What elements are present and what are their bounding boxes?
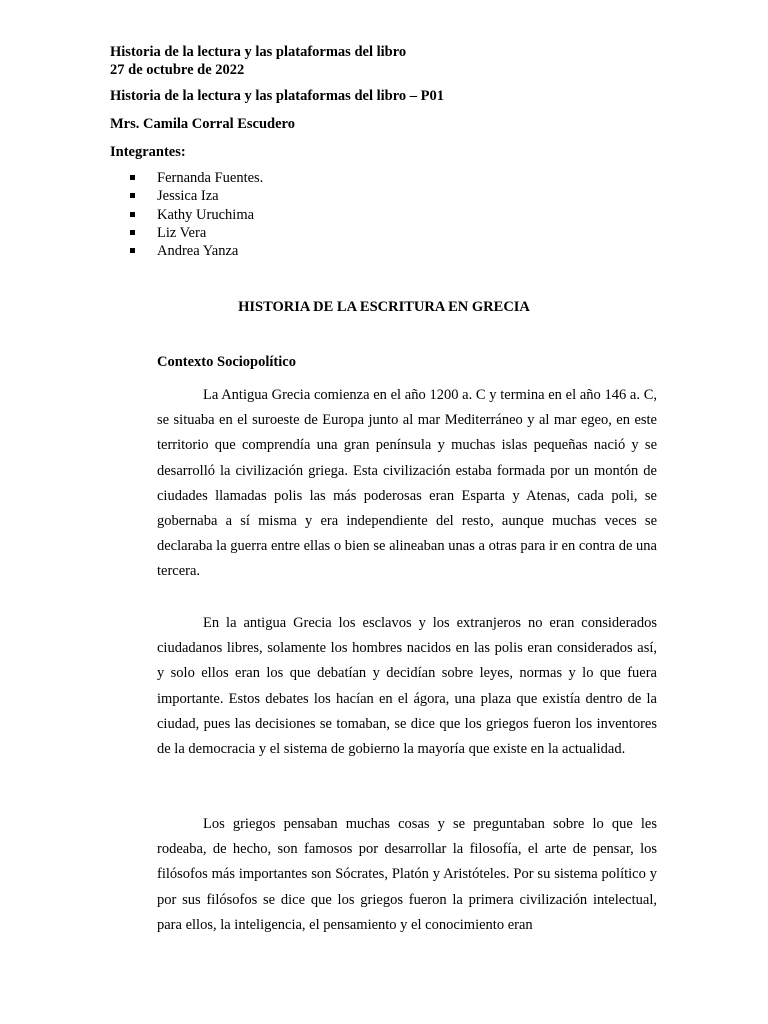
- bullet-icon: [130, 193, 135, 198]
- member-item: [130, 206, 263, 224]
- members-list: [130, 169, 263, 260]
- bullet-icon: [130, 248, 135, 253]
- member-name: Kathy Uruchima: [157, 206, 255, 223]
- member-item: [130, 169, 263, 187]
- member-name: Andrea Yanza: [157, 243, 239, 260]
- body-paragraph: [157, 611, 657, 762]
- member-item: [130, 242, 263, 260]
- member-item: [130, 187, 263, 205]
- member-name: Jessica Iza: [157, 188, 219, 205]
- member-item: [130, 224, 263, 242]
- member-name: Fernanda Fuentes.: [157, 170, 264, 186]
- bullet-icon: [130, 212, 135, 217]
- document-title: HISTORIA DE LA ESCRITURA EN GRECIA: [238, 299, 530, 315]
- paragraph-text: La Antigua Grecia comienza en el año 1200 a. C y termina en el año 146 a. C, se situaba en el suroeste de Europa junto al mar Mediterráneo y al mar egeo, en este territorio que comprendía una gran península y muchas islas pequeñas nació y se desarrolló la civilización griega. Esta civilización estaba formada por un montón de ciudades llamadas polis las más poderosas eran Esparta y Atenas, cada poli, se gobernaba a sí misma y era independiente del resto, aunque muchas veces se declaraba la guerra entre ellas o bien se alineaban unas a otras para ir en contra de una tercera.: [157, 387, 657, 580]
- course-name-line: Historia de la lectura y las plataformas del libro: [110, 44, 407, 60]
- paragraph-text: En la antigua Grecia los esclavos y los extranjeros no eran considerados ciudadanos libres, solamente los hombres nacidos en las polis eran considerados así, y solo ellos eran los que debatían y decidían sobre leyes, normas y lo que fuera importante. Estos debates los hacían en el ágora, una plaza que existía dentro de la ciudad, pues las decisiones se tomaban, se dice que los griegos fueron los inventores de la democracia y el sistema de gobierno la mayoría que existe en la actualidad.: [157, 615, 657, 758]
- bullet-icon: [130, 175, 135, 180]
- teacher-line: Mrs. Camila Corral Escudero: [110, 116, 295, 132]
- body-paragraph: [157, 383, 657, 585]
- body-paragraph: [157, 812, 657, 938]
- paragraph-text: Los griegos pensaban muchas cosas y se preguntaban sobre lo que les rodeaba, de hecho, son famosos por desarrollar la filosofía, el arte de pensar, los filósofos más importantes son Sócrates, Platón y Aristóteles. Por su sistema político y por sus filósofos se dice que los griegos fueron la primera civilización intelectual, para ellos, la inteligencia, el pensamiento y el conocimiento eran: [157, 816, 657, 933]
- date-line: 27 de octubre de 2022: [110, 62, 245, 78]
- member-name: Liz Vera: [157, 224, 207, 241]
- section-heading: Contexto Sociopolítico: [157, 354, 296, 370]
- members-label: Integrantes:: [110, 144, 186, 160]
- course-code-line: Historia de la lectura y las plataformas del libro – P01: [110, 88, 445, 104]
- bullet-icon: [130, 230, 135, 235]
